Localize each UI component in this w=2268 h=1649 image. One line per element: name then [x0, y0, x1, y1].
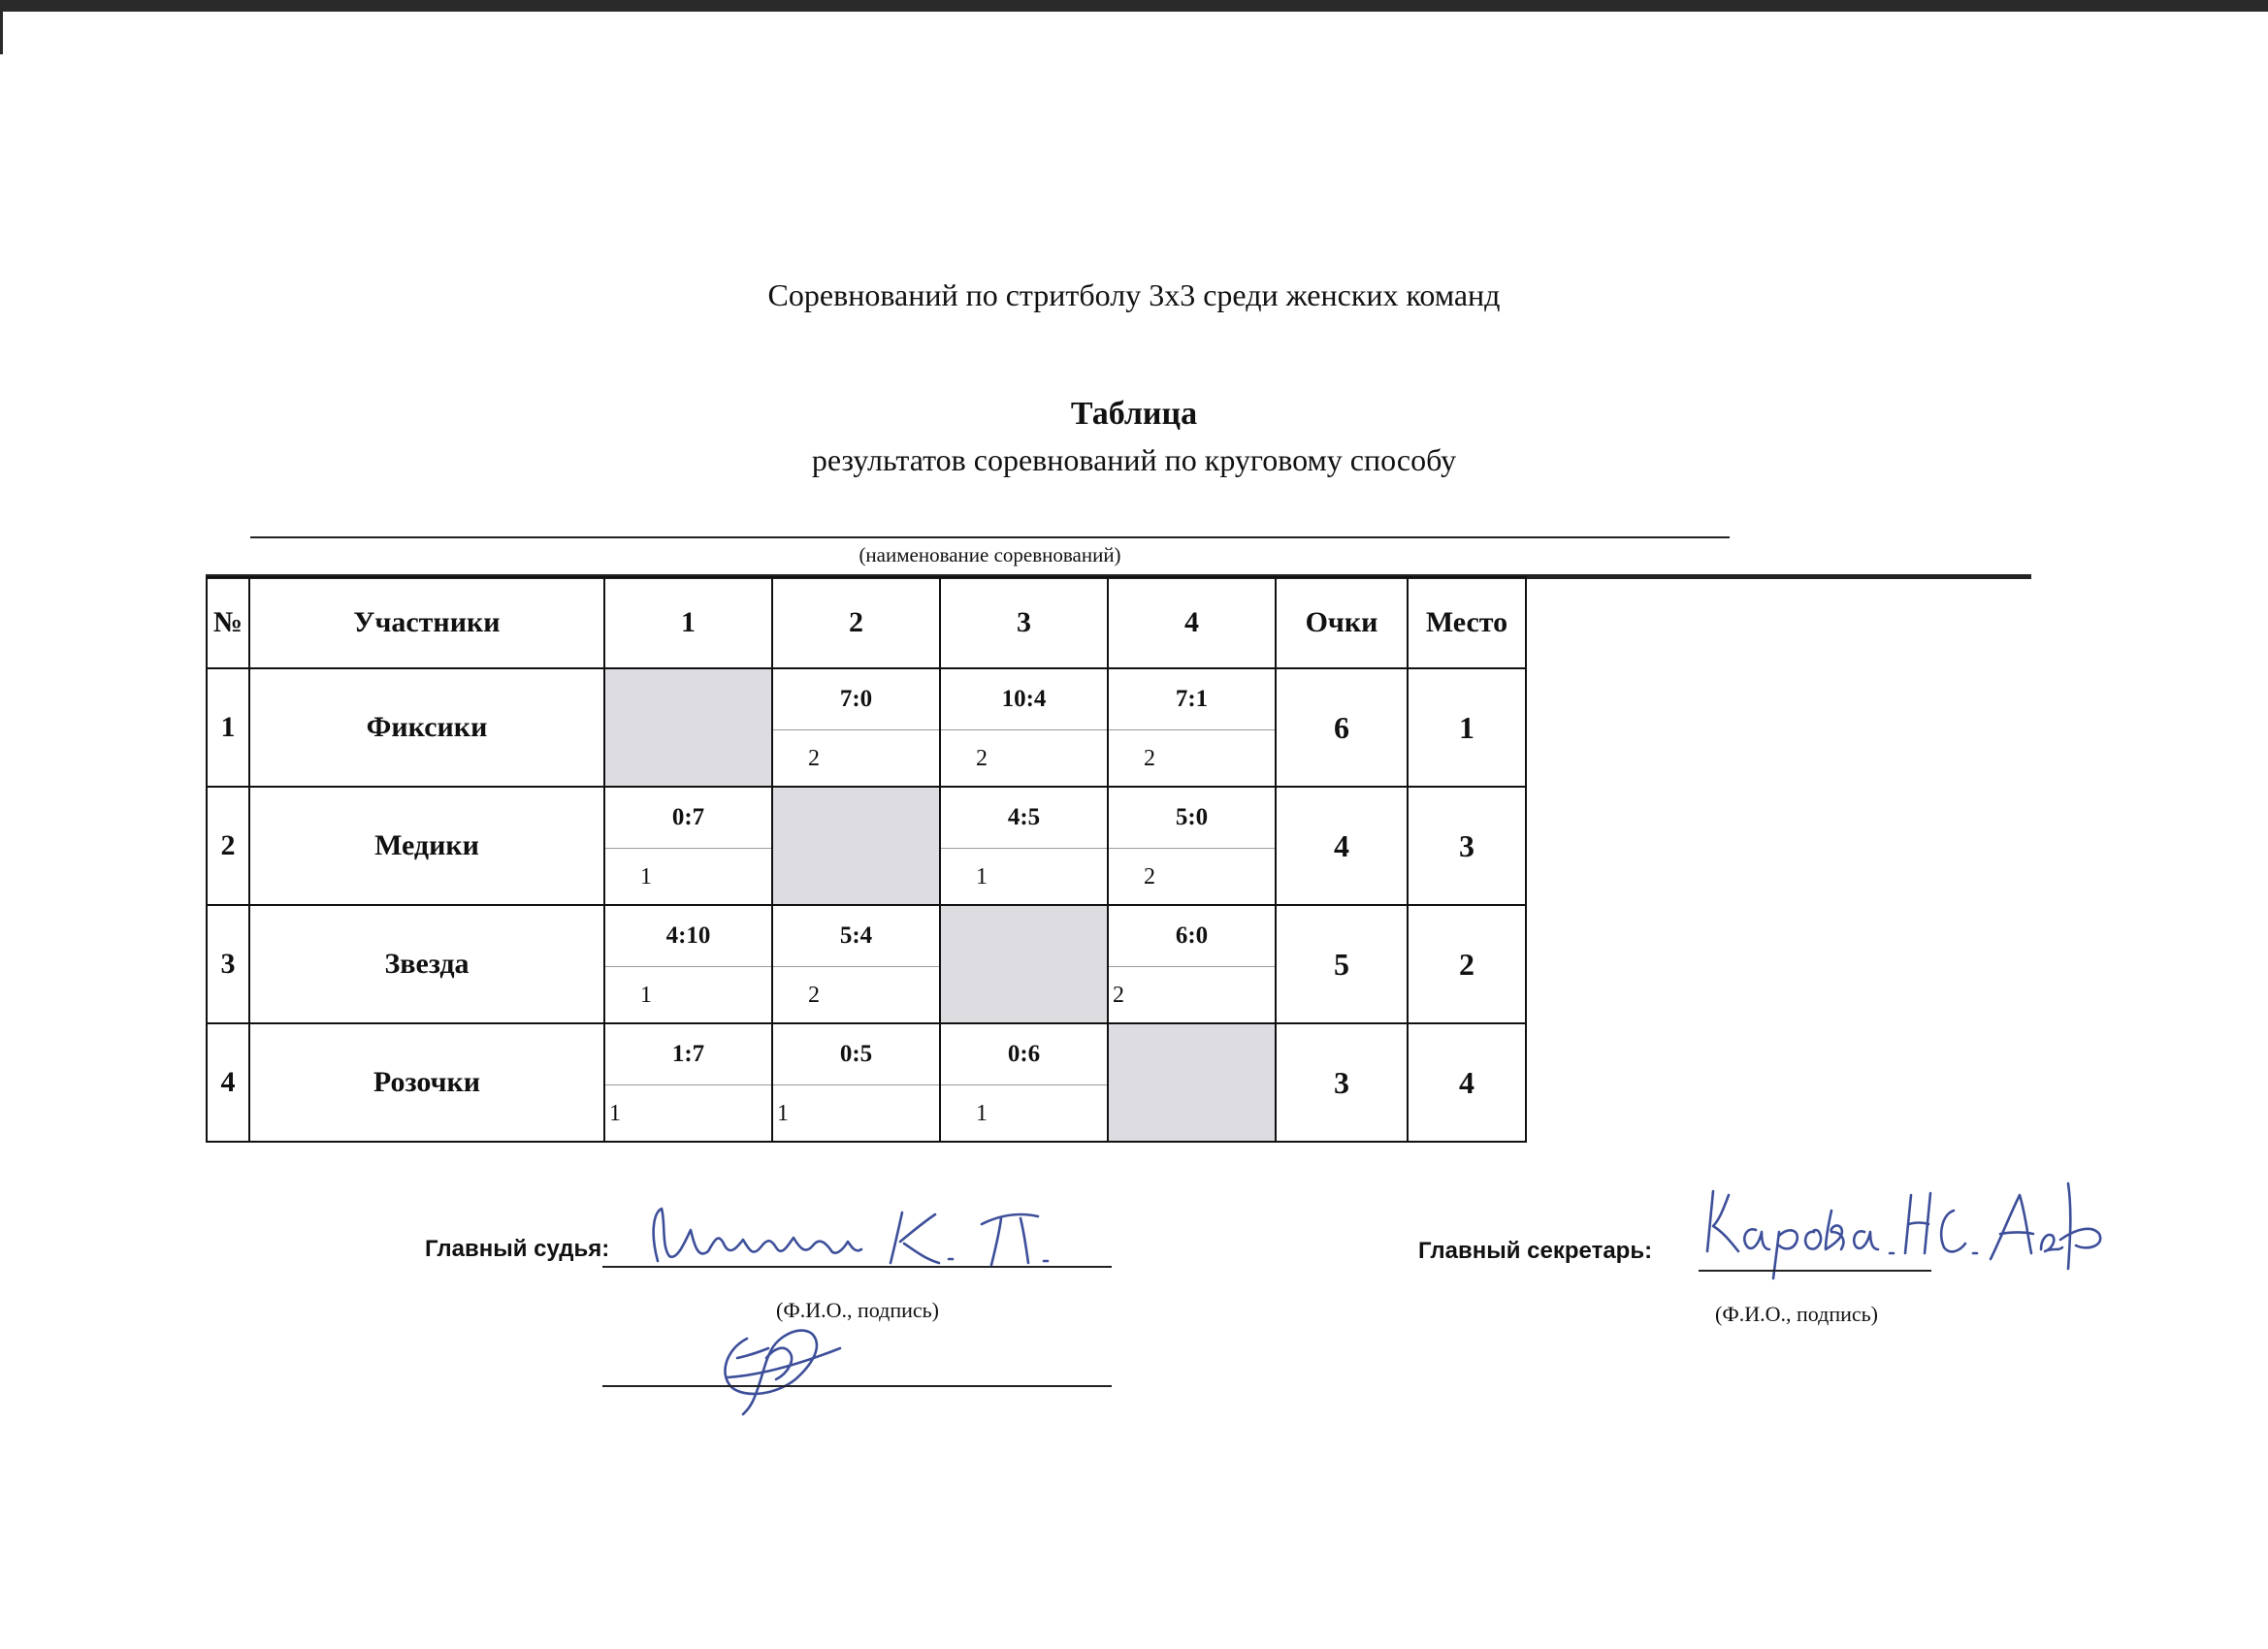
game-cell	[1108, 668, 1276, 787]
game-cell	[940, 668, 1108, 787]
game-points: 2	[808, 983, 820, 1008]
chief-judge-signature-line	[602, 1266, 1112, 1268]
chief-judge-label: Главный судья:	[425, 1236, 610, 1262]
game-cell	[940, 787, 1108, 905]
game-score: 0:7	[605, 788, 771, 849]
scan-top-edge	[0, 0, 2268, 12]
team-name: Розочки	[249, 1023, 604, 1142]
game-cell	[1108, 905, 1276, 1023]
game-cell	[772, 905, 940, 1023]
column-header-points: Очки	[1276, 577, 1408, 668]
chief-secretary-signature-line	[1699, 1270, 1931, 1272]
row-number: 1	[207, 668, 249, 787]
game-points: 2	[1144, 864, 1155, 889]
row-number: 4	[207, 1023, 249, 1142]
game-score: 6:0	[1109, 906, 1275, 967]
row-number: 2	[207, 787, 249, 905]
game-points: 1	[640, 983, 652, 1008]
game-points: 1	[777, 1101, 789, 1126]
game-cell	[772, 1023, 940, 1142]
game-points: 2	[1144, 746, 1155, 771]
game-cell	[940, 1023, 1108, 1142]
competition-name-caption: (наименование соревнований)	[859, 543, 1121, 566]
game-score: 0:6	[941, 1024, 1107, 1085]
table-header-row	[207, 577, 1526, 668]
game-points: 1	[640, 864, 652, 889]
chief-secretary-label: Главный секретарь:	[1418, 1238, 1653, 1264]
game-score: 7:1	[1109, 669, 1275, 730]
self-match-cell	[1108, 1023, 1276, 1142]
competition-heading: Соревнований по стритболу 3х3 среди женских команд	[767, 277, 1501, 312]
game-cell	[1108, 787, 1276, 905]
final-place: 1	[1408, 668, 1526, 787]
chief-judge-caption: (Ф.И.О., подпись)	[776, 1298, 939, 1322]
competition-name-line	[250, 536, 1730, 538]
game-cell	[604, 905, 772, 1023]
game-score: 1:7	[605, 1024, 771, 1085]
total-points: 3	[1276, 1023, 1408, 1142]
table-row-4	[207, 1023, 1526, 1142]
column-header-opponent-2: 2	[772, 577, 940, 668]
game-score: 10:4	[941, 669, 1107, 730]
table-row-3	[207, 905, 1526, 1023]
game-points: 2	[976, 746, 988, 771]
column-header-opponent-1: 1	[604, 577, 772, 668]
team-name: Фиксики	[249, 668, 604, 787]
game-points: 2	[1113, 983, 1124, 1008]
game-cell	[772, 668, 940, 787]
column-header-number: №	[207, 577, 249, 668]
game-points: 1	[976, 1101, 988, 1126]
final-place: 3	[1408, 787, 1526, 905]
game-cell	[604, 787, 772, 905]
row-number: 3	[207, 905, 249, 1023]
final-place: 2	[1408, 905, 1526, 1023]
column-header-opponent-4: 4	[1108, 577, 1276, 668]
game-points: 1	[976, 864, 988, 889]
game-score: 0:5	[773, 1024, 939, 1085]
total-points: 4	[1276, 787, 1408, 905]
game-cell	[604, 1023, 772, 1142]
total-points: 6	[1276, 668, 1408, 787]
final-place: 4	[1408, 1023, 1526, 1142]
self-match-cell	[604, 668, 772, 787]
self-match-cell	[772, 787, 940, 905]
team-name: Звезда	[249, 905, 604, 1023]
scan-left-mark	[0, 12, 3, 54]
game-score: 7:0	[773, 669, 939, 730]
column-header-opponent-3: 3	[940, 577, 1108, 668]
document-title: Таблица	[1070, 396, 1198, 432]
column-header-participants: Участники	[249, 577, 604, 668]
game-score: 4:10	[605, 906, 771, 967]
game-score: 5:0	[1109, 788, 1275, 849]
table-row-1	[207, 668, 1526, 787]
table-row-2	[207, 787, 1526, 905]
self-match-cell	[940, 905, 1108, 1023]
chief-judge-signature	[640, 1203, 1145, 1280]
results-table	[206, 576, 1527, 1143]
total-points: 5	[1276, 905, 1408, 1023]
chief-secretary-caption: (Ф.И.О., подпись)	[1715, 1302, 1878, 1326]
game-points: 1	[609, 1101, 621, 1126]
team-name: Медики	[249, 787, 604, 905]
game-points: 2	[808, 746, 820, 771]
document-subtitle: результатов соревнований по круговому способу	[811, 442, 1457, 477]
game-score: 4:5	[941, 788, 1107, 849]
chief-judge-stamp-signature	[708, 1319, 854, 1416]
judge-second-signature-line	[602, 1385, 1112, 1387]
column-header-place: Место	[1408, 577, 1526, 668]
game-score: 5:4	[773, 906, 939, 967]
